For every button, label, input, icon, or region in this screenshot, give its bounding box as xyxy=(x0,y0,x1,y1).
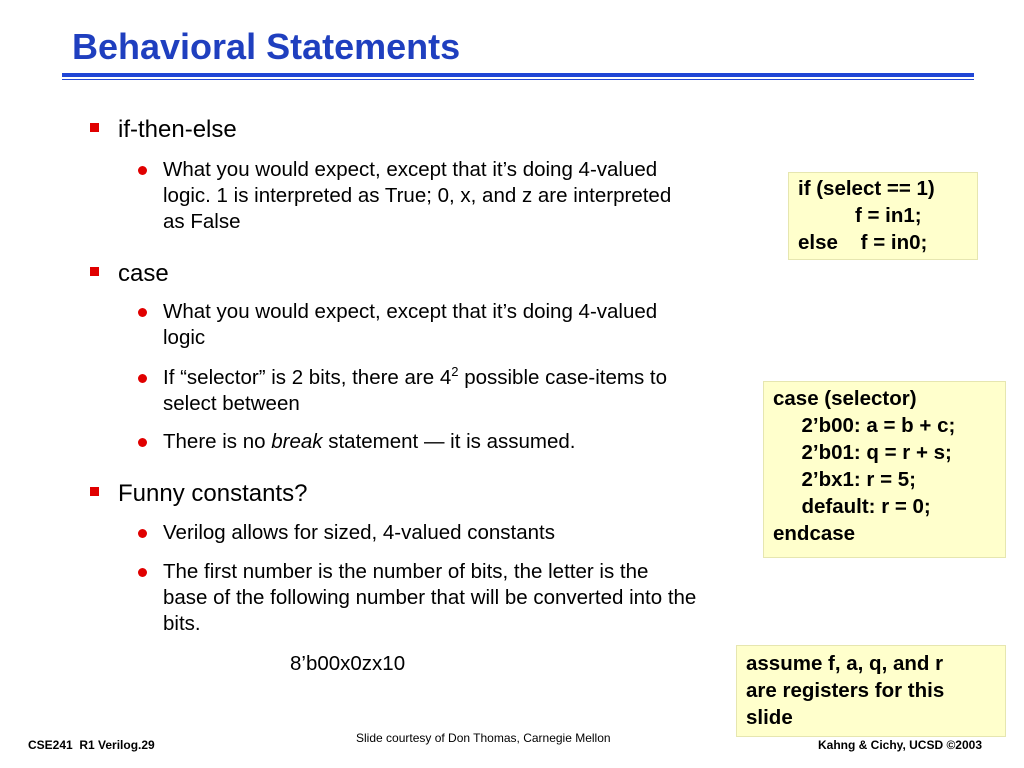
sub-bullet xyxy=(138,520,698,546)
code-line: 2’b00: a = b + c; xyxy=(773,414,956,437)
sub-bullet-text: If “selector” is 2 bits, there are $4^2$ possible case-items to select between xyxy=(163,364,668,415)
slide-title: Behavioral Statements xyxy=(72,26,461,67)
footer-credit: Slide courtesy of Don Thomas, Carnegie Mellon xyxy=(356,731,611,745)
bullet-label: if-then-else xyxy=(118,116,237,143)
case-code-box xyxy=(763,381,1006,558)
code-line: if (select == 1) xyxy=(798,177,935,200)
note-line: assume f, a, q, and r xyxy=(746,652,944,675)
code-line: f = in1; xyxy=(798,204,922,227)
sub-bullet-text: Verilog allows for sized, 4-valued constants xyxy=(163,521,555,544)
sub-bullet xyxy=(138,157,698,235)
square-bullet-icon xyxy=(90,487,99,496)
sub-bullet-text: There is no break statement — it is assumed. xyxy=(163,430,576,453)
bullet-label: Funny constants? xyxy=(118,480,308,507)
round-bullet-icon xyxy=(138,374,147,383)
code-line: default: r = 0; xyxy=(773,495,931,518)
sub-bullet-text: What you would expect, except that it’s doing 4-valued logic. 1 is interpreted as True; 0, x, and z are interpreted as False xyxy=(163,158,672,233)
note-line: are registers for this xyxy=(746,679,945,702)
code-line: case (selector) xyxy=(773,387,917,410)
code-line: 2’b01: q = r + s; xyxy=(773,441,952,464)
square-bullet-icon xyxy=(90,267,99,276)
round-bullet-icon xyxy=(138,166,147,175)
round-bullet-icon xyxy=(138,568,147,577)
sub-bullet xyxy=(138,559,698,637)
registers-note-box xyxy=(736,645,1006,737)
bullet-label: case xyxy=(118,260,169,287)
sub-bullet-text: The first number is the number of bits, the letter is the base of the following number that will be converted into the bits. xyxy=(163,560,697,635)
if-else-code-box xyxy=(788,172,978,260)
round-bullet-icon xyxy=(138,438,147,447)
code-line: else f = in0; xyxy=(798,231,928,254)
example-constant: 8’b00x0zx10 xyxy=(290,652,406,675)
title-underline-thin xyxy=(62,79,974,80)
square-bullet-icon xyxy=(90,123,99,132)
round-bullet-icon xyxy=(138,308,147,317)
sub-bullet xyxy=(138,429,698,455)
footer-copyright: Kahng & Cichy, UCSD ©2003 xyxy=(818,738,982,752)
note-line: slide xyxy=(746,706,793,729)
footer-slide-id: CSE241 R1 Verilog.29 xyxy=(28,738,155,752)
code-line: 2’bx1: r = 5; xyxy=(773,468,916,491)
code-line: endcase xyxy=(773,522,856,545)
sub-bullet-text: What you would expect, except that it’s doing 4-valued logic xyxy=(163,300,658,349)
sub-bullet xyxy=(138,365,698,417)
round-bullet-icon xyxy=(138,529,147,538)
title-underline xyxy=(62,73,974,77)
sub-bullet xyxy=(138,299,698,351)
